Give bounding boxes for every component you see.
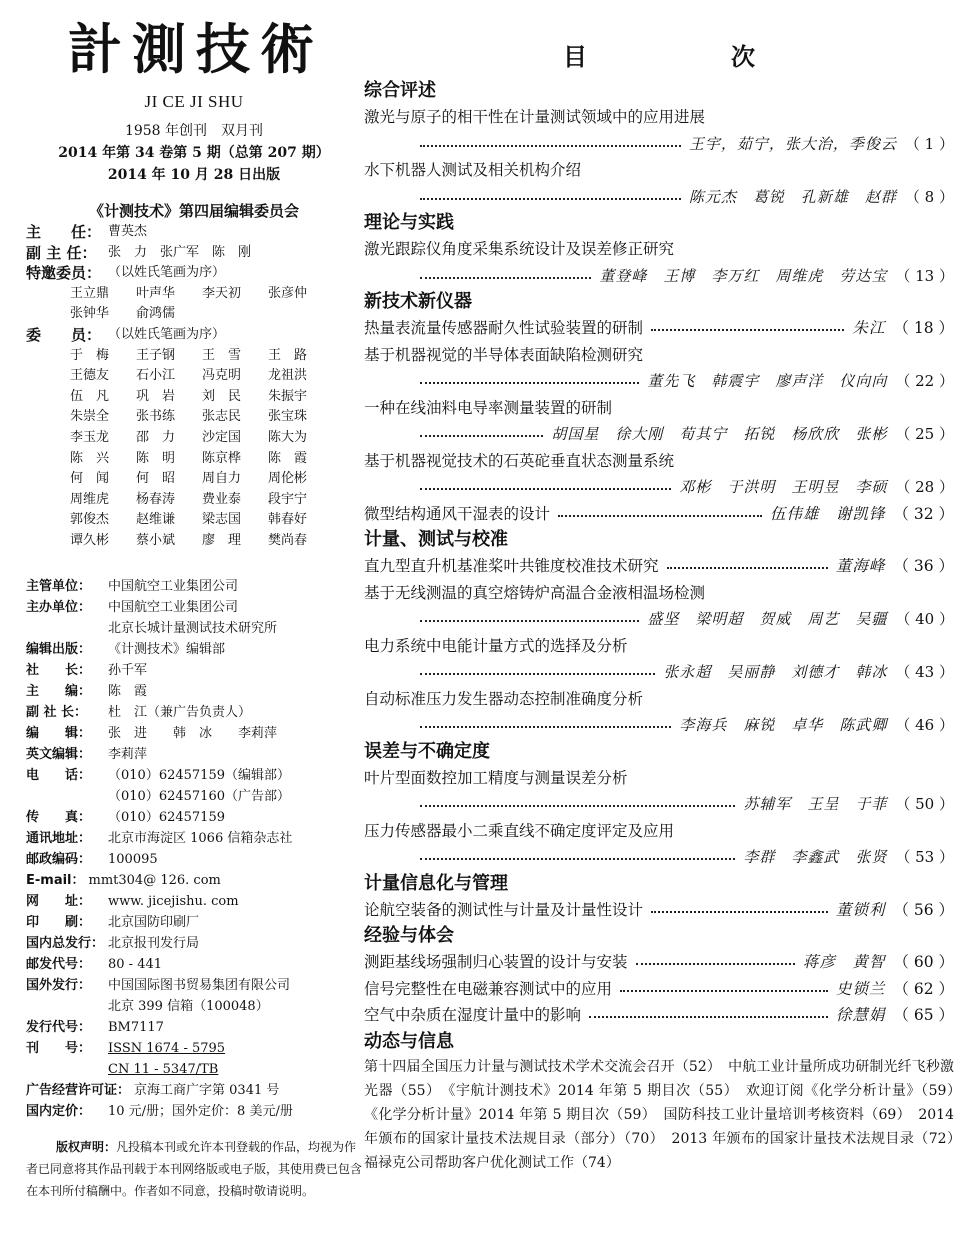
article-author-line bbox=[364, 474, 954, 501]
member-names-grid bbox=[26, 346, 362, 552]
info-row bbox=[26, 1080, 362, 1101]
member-name: 樊尚春 bbox=[268, 532, 308, 548]
toc-sections bbox=[364, 78, 954, 1029]
member-name: 张书练 bbox=[136, 409, 176, 425]
toc-entry bbox=[364, 897, 954, 924]
member-name: 赵维谦 bbox=[136, 512, 176, 528]
info-label: 发行代号： bbox=[26, 1019, 92, 1035]
info-value-line: mmt304@ 126. com bbox=[88, 872, 221, 888]
member-name: 蔡小斌 bbox=[136, 532, 176, 548]
leader-dots bbox=[620, 990, 828, 992]
info-value-line: 中国国际图书贸易集团有限公司 bbox=[108, 977, 291, 993]
member-name: 李玉龙 bbox=[70, 429, 110, 445]
leader-dots bbox=[420, 145, 681, 147]
info-value-line: （010）62457160（广告部） bbox=[108, 788, 290, 804]
toc-section-title: 误差与不确定度 bbox=[364, 740, 490, 762]
member-name: 郭俊杰 bbox=[70, 512, 110, 528]
info-value-line: 孙千军 bbox=[108, 662, 148, 678]
article-page: （ 1 ） bbox=[904, 134, 954, 153]
toc-section-title: 理论与实践 bbox=[364, 212, 454, 233]
info-row bbox=[26, 849, 362, 870]
board-special: 特邀委员： （以姓氏笔画为序） bbox=[26, 264, 226, 283]
info-row bbox=[26, 807, 362, 828]
info-value bbox=[108, 891, 362, 912]
article-title: 基于机器视觉的半导体表面缺陷检测研究 bbox=[364, 345, 644, 364]
masthead-column bbox=[26, 18, 362, 1202]
member-name: 张志民 bbox=[202, 409, 242, 425]
member-name: 陈 兴 bbox=[70, 450, 110, 466]
member-name: 周维虎 bbox=[70, 491, 110, 507]
member-name: 韩春好 bbox=[268, 512, 308, 528]
news-list: 第十四届全国压力计量与测试技术学术交流会召开（52） 中航工业计量所成功研制光纤飞秒激光器（55） 《宇航计测技术》2014 年第 5 期目次（55） 欢迎订阅《化学分析计量》（59） 《化学分析计量》2014 年第 5 期目次（59） 国防科技工业计量培训考核资料（69） 2014 年颁布的国家计量技术法规目录（部分）（70） 2013 年颁布的国家计量技术法规目录（72） 福禄克公司帮助客户优化测试工作（74） bbox=[364, 1058, 968, 1171]
info-label: 主管单位： bbox=[26, 578, 92, 594]
article-author-line bbox=[364, 263, 954, 290]
info-value bbox=[108, 975, 362, 1017]
info-value-line: CN 11 - 5347/TB bbox=[108, 1061, 219, 1077]
toc-section-title: 新技术新仪器 bbox=[364, 291, 472, 312]
info-row bbox=[26, 1038, 362, 1080]
info-label: 英文编辑： bbox=[26, 746, 92, 762]
info-value-line: 李莉萍 bbox=[108, 746, 148, 762]
info-label: 传 真： bbox=[26, 809, 92, 825]
toc-entry bbox=[364, 1002, 954, 1029]
info-value bbox=[89, 870, 362, 891]
info-value bbox=[108, 954, 362, 975]
info-value-line: 100095 bbox=[108, 851, 158, 867]
article-page: （ 43 ） bbox=[895, 663, 954, 681]
info-row bbox=[26, 1017, 362, 1038]
issue-line: 2014 年第 34 卷第 5 期（总第 207 期） bbox=[58, 145, 330, 161]
article-authors: 董先飞 韩震宇 廖声洋 仪向向 bbox=[647, 372, 888, 390]
member-name: 刘 民 bbox=[202, 388, 242, 404]
member-name: 谭久彬 bbox=[70, 532, 110, 548]
info-row bbox=[26, 639, 362, 660]
member-name: 朱崇全 bbox=[70, 409, 110, 425]
leader-dots bbox=[651, 329, 844, 331]
article-author-line bbox=[364, 184, 954, 211]
info-label: 社 长： bbox=[26, 662, 92, 678]
article-authors: 王宇，茹宁，张大治，季俊云 bbox=[688, 134, 897, 153]
info-value bbox=[108, 849, 362, 870]
info-row bbox=[26, 975, 362, 1017]
member-name: 邵 力 bbox=[136, 429, 176, 445]
info-value bbox=[108, 639, 362, 660]
article-authors: 董锁利 bbox=[835, 900, 886, 919]
toc-section-title: 综合评述 bbox=[364, 80, 436, 101]
article-author-line bbox=[364, 368, 954, 395]
article-authors: 张永超 吴丽静 刘德才 韩冰 bbox=[663, 663, 888, 681]
info-value-line: 北京 399 信箱（100048） bbox=[108, 998, 269, 1014]
leader-dots bbox=[420, 620, 639, 622]
leader-dots bbox=[589, 1016, 828, 1018]
info-label: 电 话： bbox=[26, 767, 92, 783]
toc-entry bbox=[364, 949, 954, 976]
info-row bbox=[26, 912, 362, 933]
info-value bbox=[108, 681, 362, 702]
article-author-line bbox=[364, 791, 954, 818]
article-title: 测距基线场强制归心装置的设计与安装 bbox=[364, 953, 628, 971]
article-authors: 徐慧娟 bbox=[835, 1006, 886, 1024]
article-page: （ 65 ） bbox=[893, 1006, 954, 1024]
article-page: （ 28 ） bbox=[895, 478, 954, 496]
info-value bbox=[108, 1101, 362, 1122]
info-label: E-mail： bbox=[26, 872, 85, 888]
article-title: 直九型直升机基准桨叶共锥度校准技术研究 bbox=[364, 557, 659, 575]
info-value bbox=[108, 933, 362, 954]
info-value-line: （010）62457159 bbox=[108, 809, 225, 825]
info-label: 国内总发行： bbox=[26, 935, 105, 951]
leader-dots bbox=[420, 382, 639, 384]
info-value bbox=[108, 765, 362, 807]
leader-dots bbox=[420, 805, 735, 807]
member-name: 冯克明 bbox=[202, 368, 242, 384]
info-value-line: 《计测技术》编辑部 bbox=[108, 641, 226, 657]
info-label: 广告经营许可证： bbox=[26, 1082, 131, 1098]
info-row bbox=[26, 576, 362, 597]
member-name: 何 闻 bbox=[70, 471, 110, 487]
article-page: （ 62 ） bbox=[893, 979, 954, 998]
article-title: 水下机器人测试及相关机构介绍 bbox=[364, 161, 582, 179]
toc-section-title: 计量、测试与校准 bbox=[364, 529, 508, 550]
article-page: （ 22 ） bbox=[895, 372, 954, 390]
info-value bbox=[108, 828, 362, 849]
member-name: 龙祖洪 bbox=[268, 368, 308, 384]
article-page: （ 53 ） bbox=[895, 848, 954, 866]
leader-dots bbox=[558, 515, 762, 517]
article-page: （ 60 ） bbox=[893, 953, 954, 971]
info-label: 通讯地址： bbox=[26, 830, 92, 846]
member-name: 王 路 bbox=[268, 347, 308, 363]
article-title: 论航空装备的测试性与计量及计量性设计 bbox=[364, 900, 644, 919]
article-author-line bbox=[364, 844, 954, 871]
info-row bbox=[26, 597, 362, 639]
board-members: 委 员： （以姓氏笔画为序） bbox=[26, 325, 226, 344]
info-value-line: 北京市海淀区 1066 信箱杂志社 bbox=[108, 830, 293, 846]
article-page: （ 32 ） bbox=[893, 504, 954, 523]
leader-dots bbox=[420, 198, 681, 200]
info-value-line: 张 进 韩 冰 李莉萍 bbox=[108, 725, 278, 741]
article-authors: 董登峰 王博 李万红 周维虎 劳达宝 bbox=[599, 266, 888, 285]
info-label: 国内定价： bbox=[26, 1103, 92, 1119]
article-title: 压力传感器最小二乘直线不确定度评定及应用 bbox=[364, 821, 675, 840]
member-name: 朱振宇 bbox=[268, 388, 308, 404]
info-row bbox=[26, 702, 362, 723]
member-name: 周伦彬 bbox=[268, 471, 308, 487]
info-label: 网 址： bbox=[26, 893, 92, 909]
toc-section-title: 经验与体会 bbox=[364, 925, 454, 946]
leader-dots bbox=[636, 963, 795, 965]
info-row bbox=[26, 828, 362, 849]
member-name: 陈 明 bbox=[136, 450, 176, 466]
article-page: （ 25 ） bbox=[895, 425, 954, 443]
info-value bbox=[108, 597, 362, 639]
article-title: 一种在线油料电导率测量装置的研制 bbox=[364, 398, 613, 417]
special-member-name: 叶声华 bbox=[136, 285, 176, 301]
board-vice: 副 主 任： 张 力 张广军 陈 刚 bbox=[26, 243, 252, 262]
journal-pinyin: JI CE JI SHU bbox=[144, 92, 244, 111]
founded-line: 1958 年创刊 双月刊 bbox=[124, 123, 264, 139]
member-name: 张宝珠 bbox=[268, 409, 308, 425]
article-title: 激光与原子的相干性在计量测试领域中的应用进展 bbox=[364, 108, 706, 126]
article-title: 微型结构通风干湿表的设计 bbox=[364, 504, 551, 523]
leader-dots bbox=[420, 277, 591, 279]
article-author-line bbox=[364, 131, 954, 158]
article-authors: 邓彬 于洪明 王明昱 李硕 bbox=[679, 478, 888, 496]
info-value-line: 中国航空工业集团公司 bbox=[108, 599, 239, 615]
info-label: 副 社 长： bbox=[26, 704, 88, 720]
info-value-line: （010）62457159（编辑部） bbox=[108, 767, 290, 783]
leader-dots bbox=[667, 567, 828, 569]
article-authors: 李群 李鑫武 张贤 bbox=[743, 848, 888, 866]
member-name: 周自力 bbox=[202, 471, 242, 487]
info-value bbox=[108, 744, 362, 765]
info-value-line: 中国航空工业集团公司 bbox=[108, 578, 239, 594]
member-name: 王子钢 bbox=[136, 347, 176, 363]
article-page: （ 18 ） bbox=[893, 319, 954, 337]
member-name: 廖 理 bbox=[202, 532, 242, 548]
info-row bbox=[26, 660, 362, 681]
info-row bbox=[26, 1101, 362, 1122]
article-authors: 盛坚 梁明超 贺威 周艺 吴疆 bbox=[647, 610, 888, 628]
toc-entry bbox=[364, 501, 954, 528]
member-name: 沙定国 bbox=[202, 429, 242, 445]
article-authors: 李海兵 麻锐 卓华 陈武卿 bbox=[679, 716, 888, 734]
leader-dots bbox=[420, 726, 671, 728]
info-value-line: www. jicejishu. com bbox=[108, 893, 239, 909]
article-page: （ 46 ） bbox=[895, 716, 954, 734]
info-value bbox=[108, 723, 362, 744]
special-member-name: 王立鼎 bbox=[70, 285, 110, 301]
publication-info bbox=[26, 576, 362, 1122]
info-value bbox=[108, 912, 362, 933]
info-label: 刊 号： bbox=[26, 1040, 92, 1056]
special-member-name: 张钟华 bbox=[70, 306, 110, 322]
article-page: （ 13 ） bbox=[895, 266, 954, 285]
info-value bbox=[108, 1038, 362, 1080]
article-title: 叶片型面数控加工精度与测量误差分析 bbox=[364, 768, 628, 787]
info-value-line: 10 元/册；国外定价：8 美元/册 bbox=[108, 1103, 293, 1119]
article-title: 电力系统中电能计量方式的选择及分析 bbox=[364, 636, 628, 655]
article-authors: 董海峰 bbox=[835, 557, 886, 575]
member-name: 费业泰 bbox=[202, 491, 242, 507]
member-name: 梁志国 bbox=[202, 512, 242, 528]
toc-entry bbox=[364, 553, 954, 580]
article-title: 基于机器视觉技术的石英砣垂直状态测量系统 bbox=[364, 451, 675, 470]
copyright-statement: 版权声明：凡投稿本刊或允许本刊登载的作品，均视为作者已同意将其作品刊载于本刊网络版或电子版，其使用费已包含在本刊所付稿酬中。作者如不同意，投稿时敬请说明。 bbox=[26, 1139, 363, 1198]
article-authors: 蒋彦 黄智 bbox=[802, 953, 886, 971]
info-value bbox=[108, 807, 362, 828]
info-value-line: ISSN 1674 - 5795 bbox=[108, 1040, 226, 1056]
article-title: 空气中杂质在湿度计量中的影响 bbox=[364, 1006, 582, 1024]
article-title: 信号完整性在电磁兼容测试中的应用 bbox=[364, 979, 613, 998]
article-authors: 胡国星 徐大刚 荀其宁 拓锐 杨欣欣 张彬 bbox=[551, 425, 888, 443]
article-authors: 苏辅军 王呈 于菲 bbox=[743, 795, 888, 813]
special-member-name: 李天初 bbox=[202, 285, 242, 301]
info-label: 邮发代号： bbox=[26, 956, 92, 972]
leader-dots bbox=[651, 911, 828, 913]
article-title: 激光跟踪仪角度采集系统设计及误差修正研究 bbox=[364, 240, 675, 258]
article-title: 自动标准压力发生器动态控制准确度分析 bbox=[364, 689, 644, 708]
info-row bbox=[26, 933, 362, 954]
info-label: 国外发行： bbox=[26, 977, 92, 993]
info-row bbox=[26, 723, 362, 744]
leader-dots bbox=[420, 858, 735, 860]
article-author-line bbox=[364, 606, 954, 633]
member-name: 石小江 bbox=[136, 368, 176, 384]
member-name: 王德友 bbox=[70, 368, 110, 384]
article-page: （ 8 ） bbox=[904, 187, 954, 206]
article-page: （ 40 ） bbox=[895, 610, 954, 628]
info-value-line: 京海工商广字第 0341 号 bbox=[134, 1082, 280, 1098]
special-names-grid bbox=[26, 284, 362, 325]
member-name: 伍 凡 bbox=[70, 388, 110, 404]
special-member-name: 张彦仲 bbox=[268, 285, 308, 301]
info-value-line: BM7117 bbox=[108, 1019, 164, 1035]
info-value bbox=[108, 702, 362, 723]
article-author-line bbox=[364, 712, 954, 739]
info-label: 印 刷： bbox=[26, 914, 92, 930]
info-row bbox=[26, 870, 362, 891]
member-name: 陈大为 bbox=[268, 429, 308, 445]
date-line: 2014 年 10 月 28 日出版 bbox=[107, 167, 281, 183]
info-row bbox=[26, 765, 362, 807]
member-name: 于 梅 bbox=[70, 347, 110, 363]
info-value bbox=[108, 576, 362, 597]
info-value-line: 杜 江（兼广告负责人） bbox=[108, 704, 252, 720]
info-value-line: 陈 霞 bbox=[108, 683, 148, 699]
article-page: （ 56 ） bbox=[893, 900, 954, 919]
article-author-line bbox=[364, 659, 954, 686]
board-chair: 主 任： 曹英杰 bbox=[26, 223, 148, 241]
toc-section-title: 动态与信息 bbox=[364, 1030, 454, 1052]
info-row bbox=[26, 954, 362, 975]
toc-section-title: 计量信息化与管理 bbox=[364, 872, 508, 894]
info-label: 编辑出版： bbox=[26, 641, 92, 657]
article-authors: 陈元杰 葛锐 孔新雄 赵群 bbox=[688, 187, 897, 206]
article-authors: 伍伟雄 谢凯锋 bbox=[769, 504, 886, 523]
info-value bbox=[134, 1080, 362, 1101]
article-authors: 史锁兰 bbox=[835, 979, 886, 998]
leader-dots bbox=[420, 435, 543, 437]
article-author-line bbox=[364, 421, 954, 448]
info-value-line: 北京国防印刷厂 bbox=[108, 914, 200, 930]
toc-entry bbox=[364, 976, 954, 1003]
article-authors: 朱江 bbox=[852, 319, 886, 337]
info-row bbox=[26, 681, 362, 702]
info-label: 邮政编码： bbox=[26, 851, 92, 867]
member-name: 杨春涛 bbox=[136, 491, 176, 507]
article-page: （ 36 ） bbox=[893, 557, 954, 575]
member-name: 王 雪 bbox=[202, 347, 242, 363]
member-name: 何 昭 bbox=[136, 471, 176, 487]
leader-dots bbox=[420, 673, 655, 675]
member-name: 陈 霞 bbox=[268, 450, 308, 466]
board-title: 《计测技术》第四届编辑委员会 bbox=[88, 202, 299, 220]
info-value-line: 80 - 441 bbox=[108, 956, 163, 972]
leader-dots bbox=[420, 488, 671, 490]
info-label: 主 编： bbox=[26, 683, 92, 699]
member-name: 段宇宁 bbox=[268, 491, 308, 507]
table-of-contents bbox=[364, 40, 968, 1175]
special-member-name: 俞鸿儒 bbox=[136, 306, 176, 322]
info-value bbox=[108, 660, 362, 681]
info-value-line: 北京长城计量测试技术研究所 bbox=[108, 620, 278, 636]
journal-logo: 計測技術 bbox=[68, 17, 324, 81]
info-row bbox=[26, 891, 362, 912]
member-name: 巩 岩 bbox=[136, 388, 176, 404]
info-label: 编 辑： bbox=[26, 725, 92, 741]
article-title: 热量表流量传感器耐久性试验装置的研制 bbox=[364, 319, 644, 337]
toc-heading: 目 次 bbox=[563, 43, 815, 71]
info-label: 主办单位： bbox=[26, 599, 92, 615]
info-value-line: 北京报刊发行局 bbox=[108, 935, 200, 951]
article-title: 基于无线测温的真空熔铸炉高温合金液相温场检测 bbox=[364, 583, 706, 602]
article-page: （ 50 ） bbox=[895, 795, 954, 813]
member-name: 陈京桦 bbox=[202, 450, 242, 466]
info-row bbox=[26, 744, 362, 765]
toc-entry bbox=[364, 315, 954, 342]
info-value bbox=[108, 1017, 362, 1038]
